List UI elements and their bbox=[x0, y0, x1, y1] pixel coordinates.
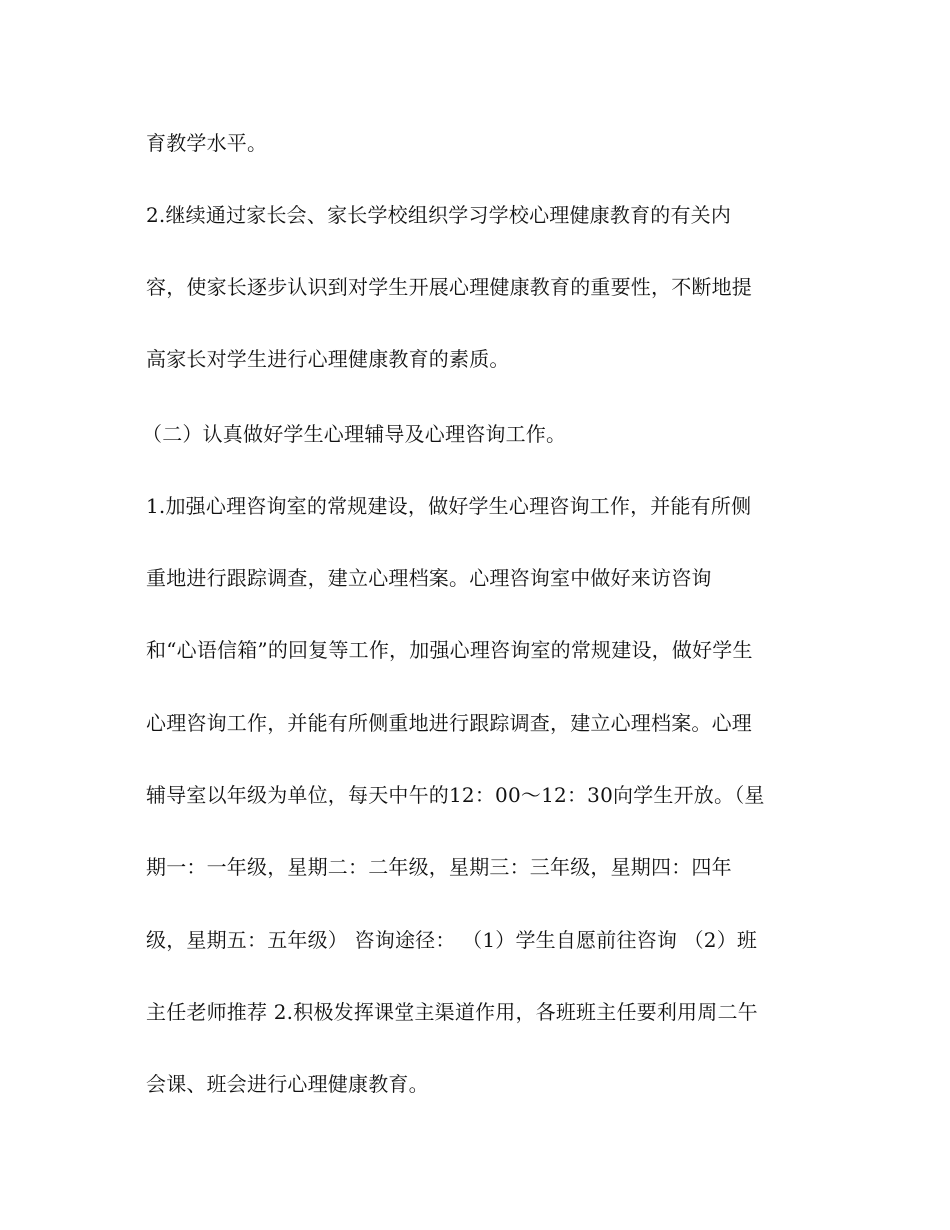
text-line: 高家长对学生进行心理健康教育的素质。 bbox=[146, 347, 510, 371]
text-line: 和“心语信箱”的回复等工作，加强心理咨询室的常规建设，做好学生 bbox=[146, 638, 753, 662]
section-heading: （二）认真做好学生心理辅导及心理咨询工作。 bbox=[142, 422, 567, 446]
text-line: 辅导室以年级为单位，每天中午的12：00～12：30向学生开放。（星 bbox=[146, 783, 765, 807]
text-line: 1.加强心理咨询室的常规建设，做好学生心理咨询工作，并能有所侧 bbox=[146, 494, 752, 518]
text-line: 心理咨询工作，并能有所侧重地进行跟踪调查，建立心理档案。心理 bbox=[146, 711, 752, 735]
text-line: 容，使家长逐步认识到对学生开展心理健康教育的重要性，不断地提 bbox=[146, 275, 752, 299]
text-line: 级，星期五：五年级） 咨询途径： （1）学生自愿前往咨询 （2）班 bbox=[146, 928, 758, 952]
text-line: 主任老师推荐 2.积极发挥课堂主渠道作用，各班班主任要利用周二午 bbox=[146, 1000, 758, 1024]
text-line: 育教学水平。 bbox=[146, 131, 268, 155]
text-line: 会课、班会进行心理健康教育。 bbox=[146, 1072, 429, 1096]
text-line: 2.继续通过家长会、家长学校组织学习学校心理健康教育的有关内 bbox=[146, 203, 732, 227]
text-line: 重地进行跟踪调查，建立心理档案。心理咨询室中做好来访咨询 bbox=[146, 566, 712, 590]
text-line: 期一：一年级，星期二：二年级，星期三：三年级，星期四：四年 bbox=[146, 855, 732, 879]
